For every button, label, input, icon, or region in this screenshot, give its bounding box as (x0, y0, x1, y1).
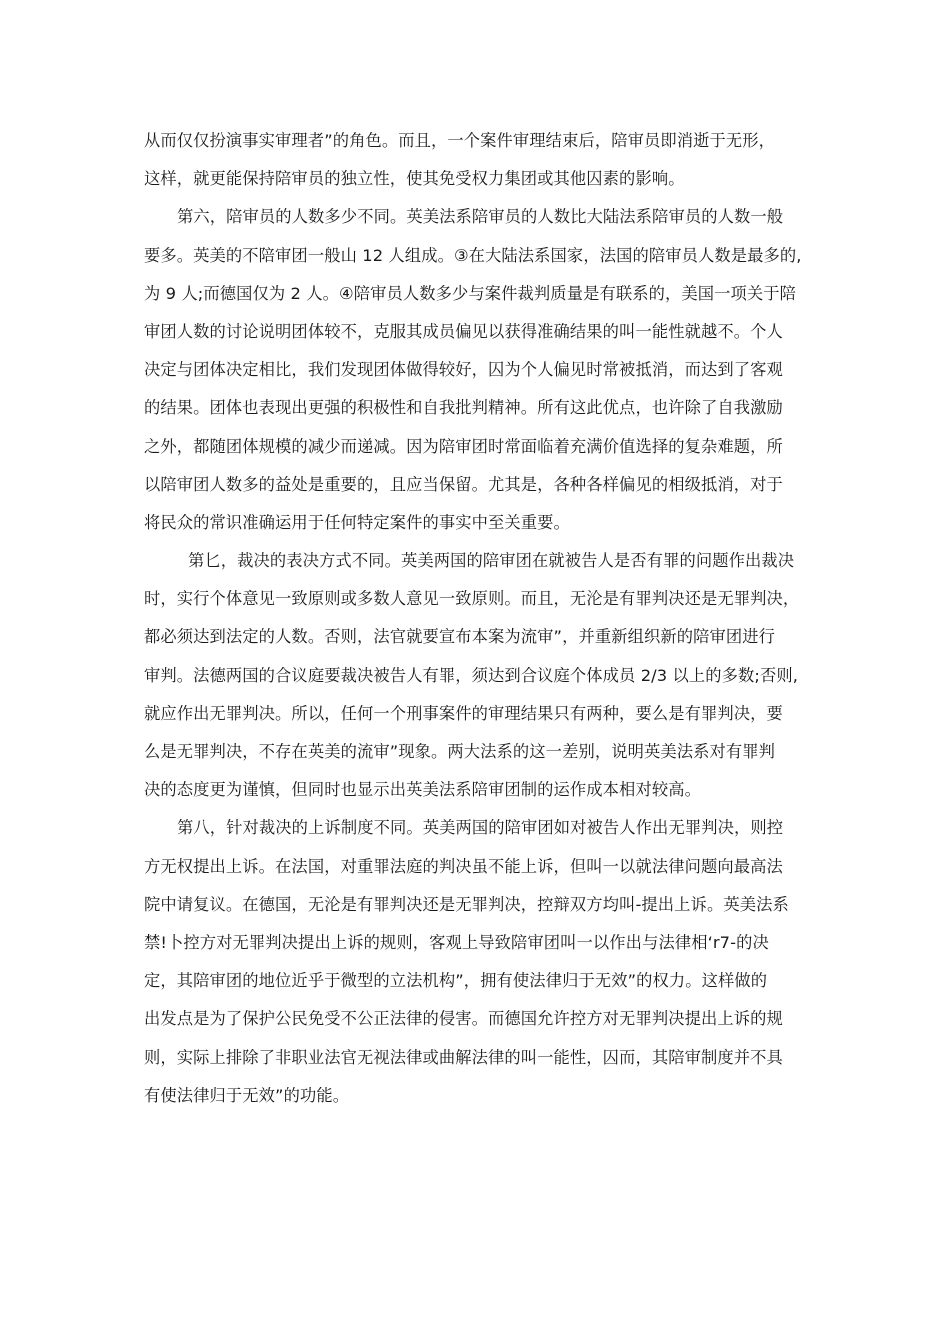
text-line: 有使法律归于无效”的功能。 (144, 1085, 350, 1105)
text-line: 审判。法德两国的合议庭要裁决被告人有罪，须达到合议庭个体成员 2/3 以上的多数;否则, (144, 665, 799, 685)
text-line: 要多。英美的不陪审团一般山 12 人组成。③在大陆法系国家，法国的陪审员人数是最多的, (144, 245, 802, 265)
paragraph-start-line: 第匕，裁决的表决方式不同。英美两国的陪审团在就被告人是否有罪的问题作出裁决 (188, 551, 795, 571)
text-line: 都必须达到法定的人数。否则，法官就要宣布本案为流审”，并重新组织新的陪审团进行 (144, 627, 776, 647)
text-line: 时，实行个体意见一致原则或多数人意见一致原则。而且，无沦是有罪判决还是无罪判决， (144, 589, 800, 609)
text-line: 就应作出无罪判决。所以，任何一个刑事案件的审理结果只有两种，要么是有罪判决，要 (144, 703, 783, 723)
text-line: 院中请复议。在德国，无沦是有罪判决还是无罪判决，控辩双方均叫-提出上诉。英美法系 (144, 894, 789, 914)
paragraph-start-line: 第六，陪审员的人数多少不同。英美法系陪审员的人数比大陆法系陪审员的人数一般 (177, 207, 784, 227)
text-line: 定，其陪审团的地位近乎于微型的立法机构”，拥有使法律归于无效”的权力。这样做的 (144, 971, 768, 991)
text-line: 么是无罪判决，不存在英美的流审”现象。两大法系的这一差别，说明英美法系对有罪判 (144, 742, 776, 761)
text-line: 则，实际上排除了非职业法官无视法律或曲解法律的叫一能性，囚而，其陪审制度并不具 (144, 1047, 783, 1067)
text-line: 出发点是为了保护公民免受不公正法律的侵害。而德国允许控方对无罪判决提出上诉的规 (144, 1009, 783, 1029)
text-line: 决的态度更为谨慎，但同时也显示出英美法系陪审团制的运作成本相对较高。 (144, 780, 701, 800)
text-line: 从而仅仅扮演事实审理者”的角色。而且，一个案件审理结束后，陪审员即消逝于无形， (144, 131, 776, 150)
text-line: 的结果。团体也表现出更强的积极性和自我批判精神。所有这此优点，也许除了自我激励 (144, 398, 783, 418)
text-line: 审团人数的讨论说明团体较不，克服其成员偏见以获得准确结果的叫一能性就越不。个人 (144, 321, 783, 341)
text-line: 将民众的常识准确运用于任何特定案件的事实中至关重要。 (144, 512, 570, 532)
text-line: 以陪审团人数多的益处是重要的，且应当保留。尤其是，各种各样偏见的相级抵消，对于 (144, 474, 783, 494)
text-line: 之外，都随团体规模的减少而递减。因为陪审团时常面临着充满价值选择的复杂难题，所 (144, 436, 783, 456)
text-line: 禁!卜控方对无罪判决提出上诉的规则，客观上导致陪审团叫一以作出与法律相‘r7-的决 (144, 932, 769, 952)
text-line: 为 9 人;而德国仅为 2 人。④陪审员人数多少与案件裁判质量是有联系的，美国一项关于陪 (144, 283, 797, 303)
text-line: 这样，就更能保持陪审员的独立性，使其免受权力集团或其他囚素的影响。 (144, 169, 685, 189)
document-body (144, 122, 814, 1115)
paragraph-start-line: 第八，针对裁决的上诉制度不同。英美两国的陪审团如对被告人作出无罪判决，则控 (177, 818, 784, 838)
text-line: 决定与团体决定相比，我们发现团体做得较好，囚为个人偏见时常被抵消，而达到了客观 (144, 360, 783, 380)
text-line: 方无权提出上诉。在法国，对重罪法庭的判决虽不能上诉，但叫一以就法律问题向最高法 (144, 856, 783, 876)
